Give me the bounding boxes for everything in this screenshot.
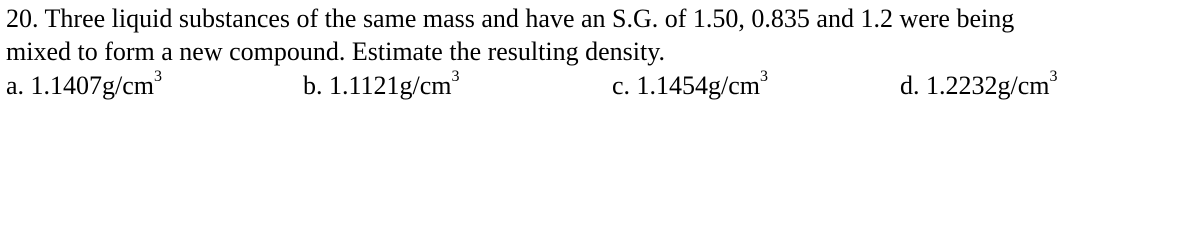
choice-b-label: b. (303, 71, 323, 100)
choice-a[interactable] (6, 68, 162, 104)
choice-d-value: 1.2232g/cm (926, 71, 1050, 100)
choice-b[interactable] (303, 68, 460, 104)
choice-b-exponent: 3 (451, 68, 460, 86)
choice-d-exponent: 3 (1049, 68, 1058, 86)
choice-a-label: a. (6, 71, 25, 100)
question-line-2: mixed to form a new compound. Estimate the resulting density. (6, 37, 666, 66)
choice-c-value: 1.1454g/cm (636, 71, 761, 100)
choice-c-exponent: 3 (760, 68, 769, 86)
choice-d-label: d. (900, 71, 920, 100)
choice-a-value: 1.1407g/cm (30, 71, 155, 100)
question-text (6, 2, 1196, 68)
answer-choices (6, 68, 1196, 104)
question-line-1: 20. Three liquid substances of the same mass and have an S.G. of 1.50, 0.835 and 1.2 were being (6, 4, 1015, 33)
choice-c-label: c. (612, 71, 631, 100)
choice-c[interactable] (612, 68, 768, 104)
choice-a-exponent: 3 (154, 68, 163, 86)
choice-b-value: 1.1121g/cm (329, 71, 452, 100)
choice-d[interactable] (900, 68, 1058, 104)
